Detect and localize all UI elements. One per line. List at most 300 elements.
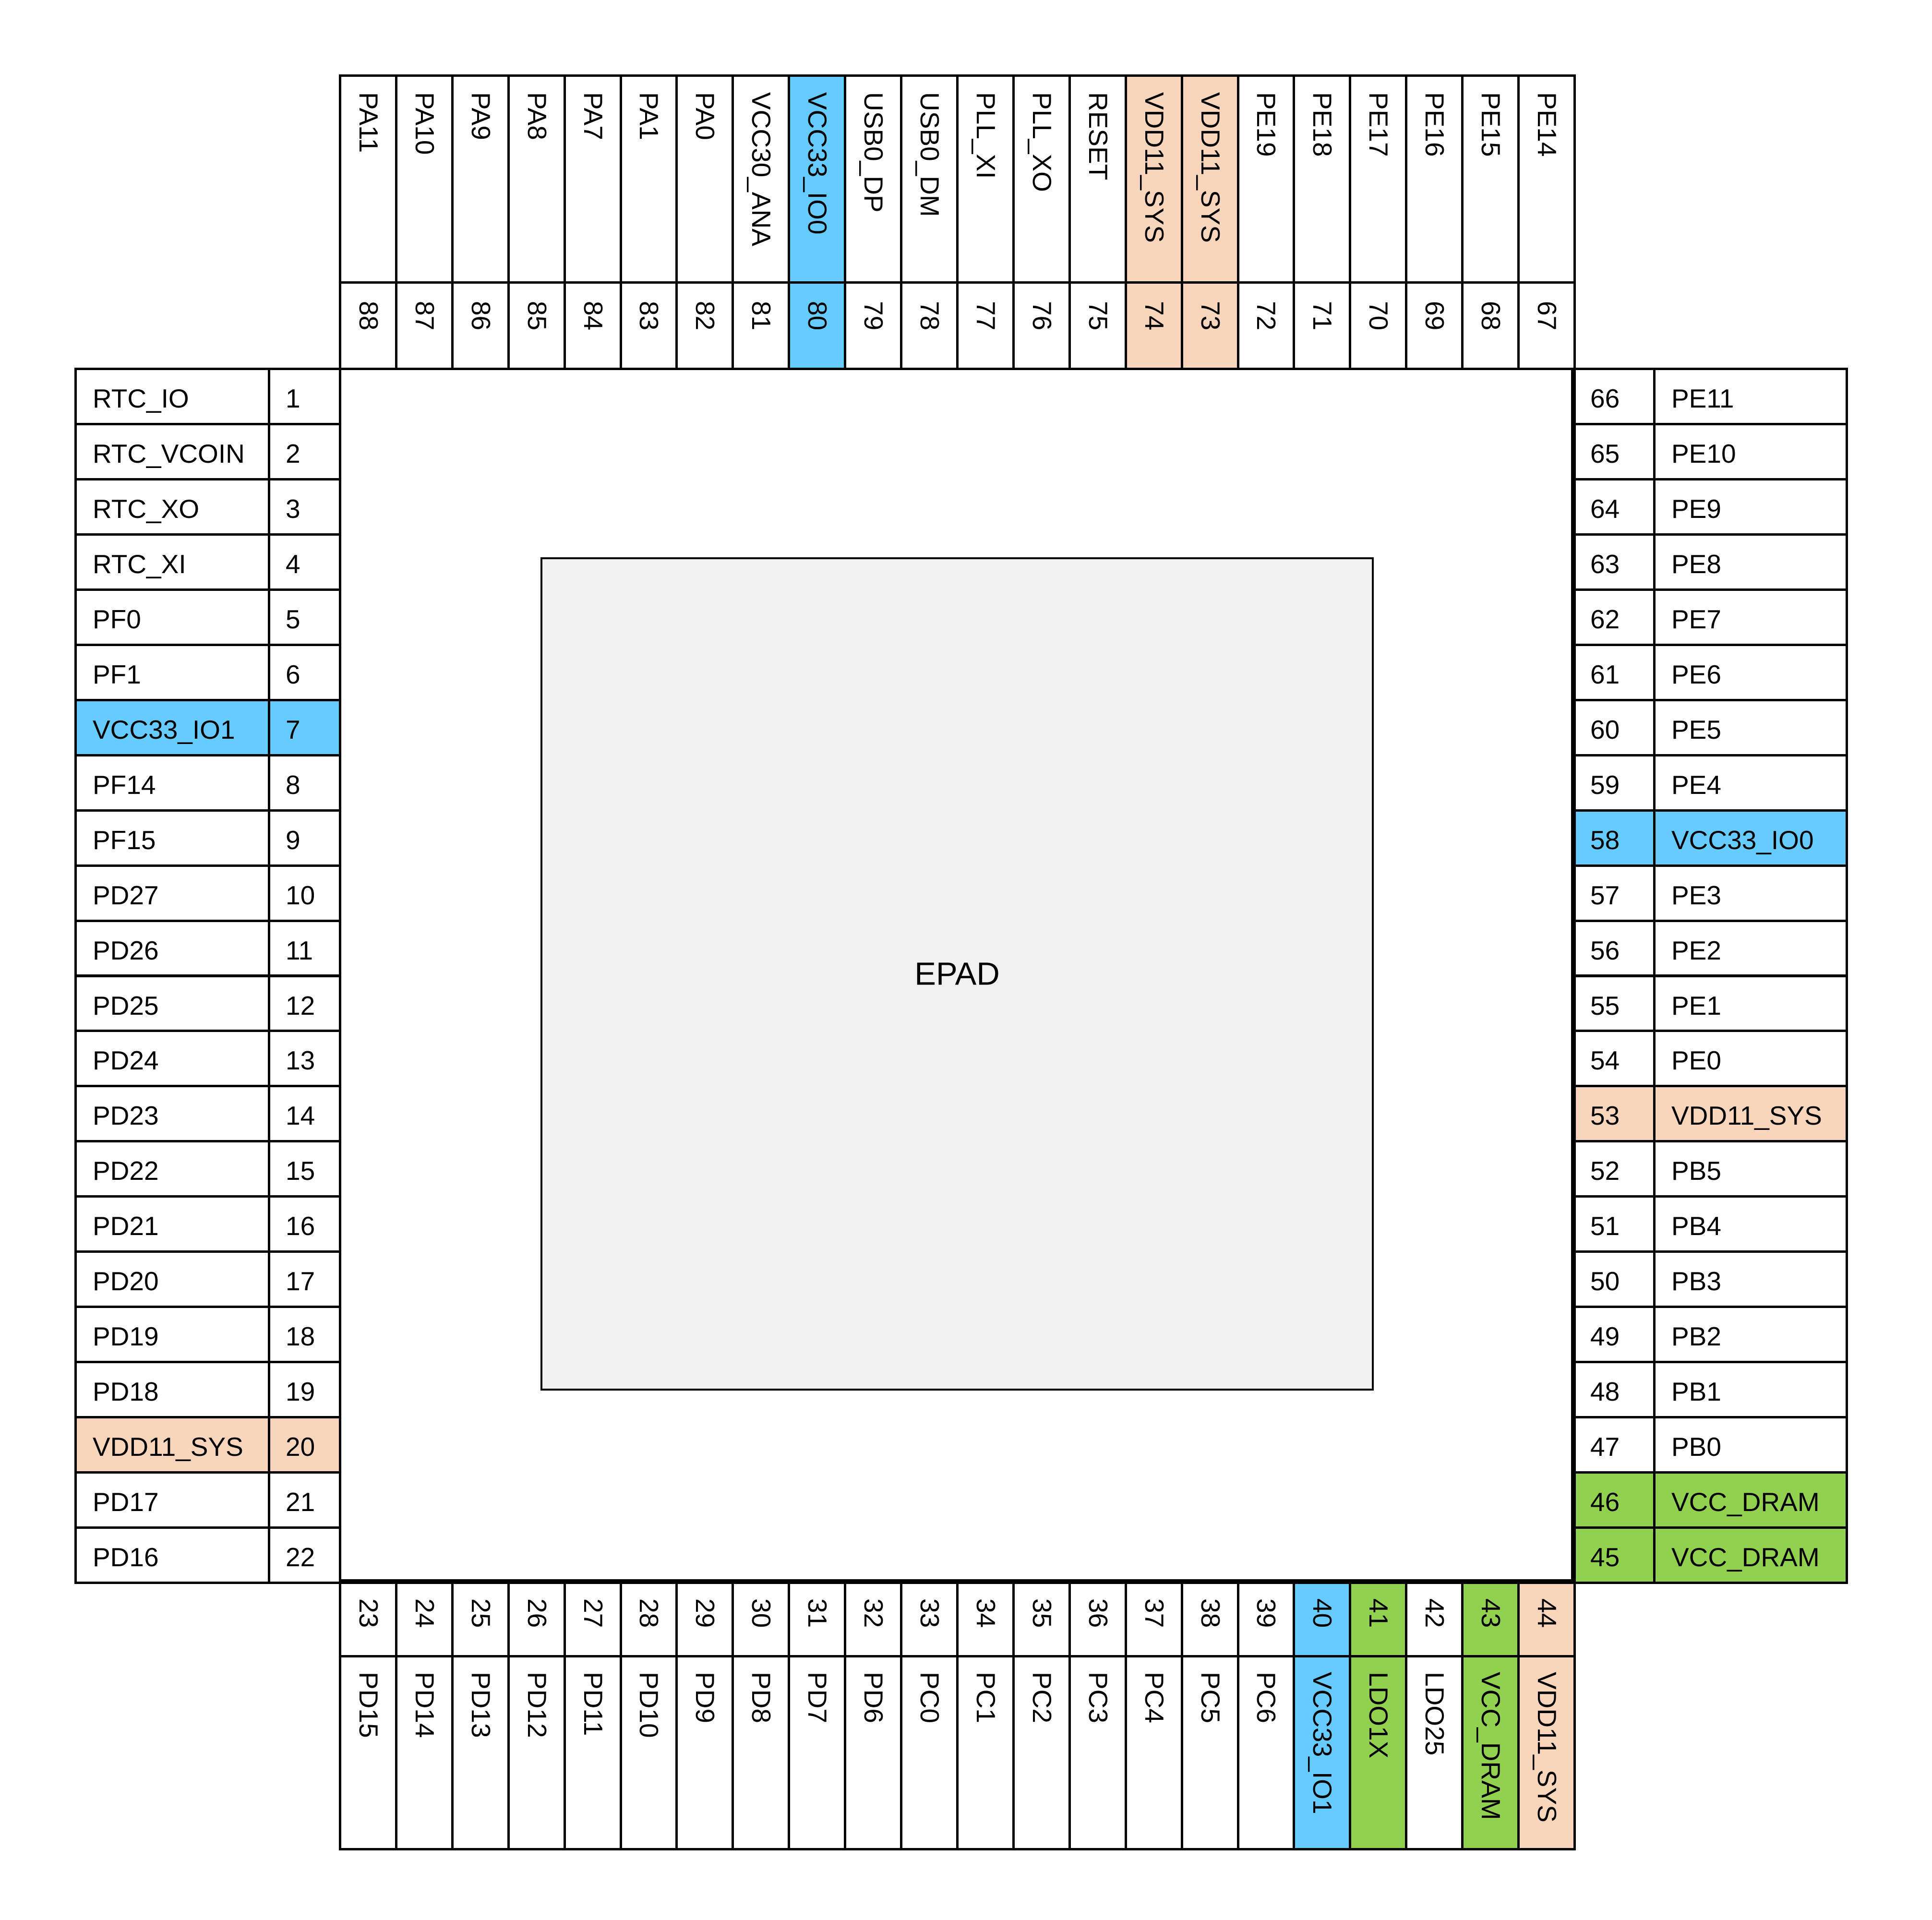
pin-41-number-text: 41 — [1364, 1598, 1394, 1628]
pin-32-number — [844, 1582, 902, 1657]
pin-24-name-text: PD14 — [409, 1672, 440, 1738]
pin-67-name — [1517, 74, 1576, 284]
pin-64-number-text: 64 — [1590, 493, 1620, 524]
pin-52-number — [1573, 1140, 1656, 1198]
pin-12-name-text: PD25 — [93, 990, 159, 1020]
pin-35-name — [1012, 1655, 1071, 1850]
pin-44-name — [1517, 1655, 1576, 1850]
pin-53-number-text: 53 — [1590, 1101, 1620, 1131]
pin-73-number-text: 73 — [1195, 301, 1225, 331]
pin-54-number-text: 54 — [1590, 1045, 1620, 1076]
pin-70-name — [1349, 74, 1407, 284]
pin-70-name-text: PE17 — [1364, 92, 1394, 157]
pin-42-name-text: LDO25 — [1420, 1672, 1450, 1756]
pin-63-name-text: PE8 — [1671, 549, 1721, 579]
pin-26-number-text: 26 — [522, 1598, 552, 1628]
pin-87-name — [395, 74, 454, 284]
pin-1-number — [268, 368, 341, 425]
pin-12-number-text: 12 — [286, 990, 315, 1020]
pin-86-number — [451, 281, 510, 370]
pin-61-number — [1573, 644, 1656, 701]
pin-67-number — [1517, 281, 1576, 370]
pin-58-number-text: 58 — [1590, 825, 1620, 855]
pin-22-name — [74, 1526, 270, 1584]
pin-20-number — [268, 1416, 341, 1474]
pin-22-number — [268, 1526, 341, 1584]
pin-56-name — [1653, 920, 1848, 977]
pin-56-number — [1573, 920, 1656, 977]
pin-66-name — [1653, 368, 1848, 425]
pin-6-name — [74, 644, 270, 701]
pin-26-name-text: PD12 — [522, 1672, 552, 1738]
pin-17-name-text: PD20 — [93, 1266, 159, 1296]
pin-16-name — [74, 1195, 270, 1253]
pin-69-name — [1405, 74, 1464, 284]
pin-65-name — [1653, 423, 1848, 480]
pin-44-name-text: VDD11_SYS — [1532, 1672, 1562, 1823]
pin-76-number — [1012, 281, 1071, 370]
pin-50-name-text: PB3 — [1671, 1266, 1721, 1296]
pin-47-name — [1653, 1416, 1848, 1474]
pin-44-number-text: 44 — [1532, 1598, 1562, 1628]
pin-33-number — [900, 1582, 959, 1657]
pin-46-name-text: VCC_DRAM — [1671, 1487, 1820, 1517]
pin-27-name — [564, 1655, 622, 1850]
pin-75-number-text: 75 — [1083, 301, 1113, 331]
pin-77-number — [956, 281, 1015, 370]
pin-78-name — [900, 74, 959, 284]
pin-30-name-text: PD8 — [746, 1672, 777, 1723]
pin-31-number-text: 31 — [803, 1598, 833, 1628]
pin-58-number — [1573, 809, 1656, 867]
pin-18-number-text: 18 — [286, 1321, 315, 1352]
pin-74-name — [1125, 74, 1183, 284]
pin-33-number-text: 33 — [915, 1598, 945, 1628]
pin-72-number-text: 72 — [1251, 301, 1282, 331]
pin-61-name-text: PE6 — [1671, 659, 1721, 689]
pin-5-number — [268, 588, 341, 646]
pin-4-name-text: RTC_XI — [93, 549, 186, 579]
pin-15-name-text: PD22 — [93, 1156, 159, 1186]
pin-69-number-text: 69 — [1420, 301, 1450, 331]
pin-18-name-text: PD19 — [93, 1321, 159, 1352]
pin-64-number — [1573, 478, 1656, 536]
pin-83-name — [620, 74, 678, 284]
pin-21-number-text: 21 — [286, 1487, 315, 1517]
pin-26-name — [507, 1655, 566, 1850]
pin-75-name — [1068, 74, 1127, 284]
pin-83-number — [620, 281, 678, 370]
pin-23-number-text: 23 — [353, 1598, 384, 1628]
pin-34-number — [956, 1582, 1015, 1657]
pin-5-name-text: PF0 — [93, 604, 141, 634]
pin-72-number — [1237, 281, 1296, 370]
pin-76-number-text: 76 — [1027, 301, 1057, 331]
pin-2-number — [268, 423, 341, 480]
pin-88-number — [339, 281, 397, 370]
pin-3-name — [74, 478, 270, 536]
pin-9-number-text: 9 — [286, 825, 300, 855]
pin-17-number-text: 17 — [286, 1266, 315, 1296]
pin-24-number — [395, 1582, 454, 1657]
pin-56-name-text: PE2 — [1671, 935, 1721, 965]
pin-37-name-text: PC4 — [1139, 1672, 1169, 1723]
pin-53-name — [1653, 1085, 1848, 1142]
pin-65-number-text: 65 — [1590, 438, 1620, 468]
pin-59-name-text: PE4 — [1671, 769, 1721, 800]
pin-7-name — [74, 699, 270, 756]
pin-3-name-text: RTC_XO — [93, 493, 200, 524]
pin-39-name-text: PC6 — [1251, 1672, 1282, 1723]
pin-19-name-text: PD18 — [93, 1377, 159, 1407]
pin-20-name-text: VDD11_SYS — [93, 1432, 243, 1462]
pin-52-name-text: PB5 — [1671, 1156, 1721, 1186]
pin-84-name — [564, 74, 622, 284]
pin-81-name-text: VCC30_ANA — [746, 92, 777, 246]
pin-23-number — [339, 1582, 397, 1657]
pin-76-name-text: PLL_XO — [1027, 92, 1057, 192]
pin-46-number — [1573, 1471, 1656, 1529]
pin-85-number — [507, 281, 566, 370]
pin-74-number-text: 74 — [1139, 301, 1169, 331]
pin-86-name — [451, 74, 510, 284]
pin-7-number — [268, 699, 341, 756]
pin-3-number — [268, 478, 341, 536]
pin-17-number — [268, 1250, 341, 1308]
pin-55-name — [1653, 975, 1848, 1032]
pin-49-number-text: 49 — [1590, 1321, 1620, 1352]
pin-80-number-text: 80 — [803, 301, 833, 331]
pin-28-name — [620, 1655, 678, 1850]
pin-18-number — [268, 1306, 341, 1363]
pin-42-number-text: 42 — [1420, 1598, 1450, 1628]
pin-76-name — [1012, 74, 1071, 284]
pin-24-number-text: 24 — [409, 1598, 440, 1628]
pin-48-number-text: 48 — [1590, 1377, 1620, 1407]
pin-6-name-text: PF1 — [93, 659, 141, 689]
pin-31-name-text: PD7 — [803, 1672, 833, 1723]
pin-43-number — [1461, 1582, 1520, 1657]
pin-77-name — [956, 74, 1015, 284]
pin-13-number-text: 13 — [286, 1045, 315, 1076]
pin-12-number — [268, 975, 341, 1032]
pin-30-number — [732, 1582, 790, 1657]
pin-79-number-text: 79 — [859, 301, 889, 331]
pin-49-name — [1653, 1306, 1848, 1363]
pin-39-number-text: 39 — [1251, 1598, 1282, 1628]
pin-22-number-text: 22 — [286, 1542, 315, 1572]
pin-38-number — [1181, 1582, 1239, 1657]
pin-43-name-text: VCC_DRAM — [1476, 1672, 1506, 1820]
pin-81-number-text: 81 — [746, 301, 777, 331]
pin-40-number-text: 40 — [1308, 1598, 1338, 1628]
pin-53-name-text: VDD11_SYS — [1671, 1101, 1822, 1131]
pin-71-number — [1293, 281, 1351, 370]
pin-2-name — [74, 423, 270, 480]
pin-42-number — [1405, 1582, 1464, 1657]
pin-25-number-text: 25 — [466, 1598, 496, 1628]
pin-20-number-text: 20 — [286, 1432, 315, 1462]
pin-27-number-text: 27 — [578, 1598, 608, 1628]
pin-46-name — [1653, 1471, 1848, 1529]
pin-7-name-text: VCC33_IO1 — [93, 714, 235, 744]
pin-8-name — [74, 754, 270, 812]
pin-4-number-text: 4 — [286, 549, 300, 579]
pin-31-name — [788, 1655, 846, 1850]
pin-32-name — [844, 1655, 902, 1850]
pin-67-number-text: 67 — [1532, 301, 1562, 331]
pin-66-number-text: 66 — [1590, 384, 1620, 413]
pin-85-name-text: PA8 — [522, 92, 552, 140]
pin-47-number — [1573, 1416, 1656, 1474]
pin-16-number-text: 16 — [286, 1211, 315, 1241]
pin-54-name-text: PE0 — [1671, 1045, 1721, 1076]
pin-18-name — [74, 1306, 270, 1363]
pin-83-name-text: PA1 — [634, 92, 664, 140]
pin-4-number — [268, 533, 341, 591]
pin-86-number-text: 86 — [466, 301, 496, 331]
pin-12-name — [74, 975, 270, 1032]
pin-70-number-text: 70 — [1364, 301, 1394, 331]
pin-1-number-text: 1 — [286, 384, 300, 413]
pin-15-name — [74, 1140, 270, 1198]
pin-29-name — [675, 1655, 734, 1850]
pin-87-number-text: 87 — [409, 301, 440, 331]
pin-2-name-text: RTC_VCOIN — [93, 438, 245, 468]
pin-3-number-text: 3 — [286, 493, 300, 524]
pin-48-name-text: PB1 — [1671, 1377, 1721, 1407]
pin-78-number — [900, 281, 959, 370]
pin-85-number-text: 85 — [522, 301, 552, 331]
pin-73-name-text: VDD11_SYS — [1195, 92, 1225, 243]
pin-10-number-text: 10 — [286, 880, 315, 910]
pin-11-number — [268, 920, 341, 977]
pin-55-number-text: 55 — [1590, 990, 1620, 1020]
pin-29-number-text: 29 — [690, 1598, 720, 1628]
pin-55-number — [1573, 975, 1656, 1032]
pin-57-name-text: PE3 — [1671, 880, 1721, 910]
pin-66-name-text: PE11 — [1671, 384, 1734, 413]
pin-37-name — [1125, 1655, 1183, 1850]
pin-30-name — [732, 1655, 790, 1850]
pin-79-number — [844, 281, 902, 370]
pin-36-number — [1068, 1582, 1127, 1657]
pin-74-number — [1125, 281, 1183, 370]
pin-32-name-text: PD6 — [859, 1672, 889, 1723]
pin-29-name-text: PD9 — [690, 1672, 720, 1723]
pin-68-number-text: 68 — [1476, 301, 1506, 331]
pin-64-name-text: PE9 — [1671, 493, 1721, 524]
pin-8-name-text: PF14 — [93, 769, 156, 800]
pin-61-name — [1653, 644, 1848, 701]
pin-84-name-text: PA7 — [578, 92, 608, 140]
pin-69-name-text: PE16 — [1420, 92, 1450, 157]
pin-9-name-text: PF15 — [93, 825, 156, 855]
pin-30-number-text: 30 — [746, 1598, 777, 1628]
pin-27-name-text: PD11 — [578, 1672, 608, 1736]
pin-49-number — [1573, 1306, 1656, 1363]
pin-10-name — [74, 864, 270, 922]
pin-57-number — [1573, 864, 1656, 922]
pin-34-name-text: PC1 — [971, 1672, 1001, 1723]
pin-71-name — [1293, 74, 1351, 284]
pin-27-number — [564, 1582, 622, 1657]
pin-7-number-text: 7 — [286, 714, 300, 744]
pin-6-number — [268, 644, 341, 701]
pin-14-name-text: PD23 — [93, 1101, 159, 1131]
pin-77-number-text: 77 — [971, 301, 1001, 331]
pin-36-name — [1068, 1655, 1127, 1850]
pin-80-number — [788, 281, 846, 370]
pin-54-number — [1573, 1030, 1656, 1087]
pin-85-name — [507, 74, 566, 284]
pin-13-number — [268, 1030, 341, 1087]
pin-58-name — [1653, 809, 1848, 867]
pin-22-name-text: PD16 — [93, 1542, 159, 1572]
pin-43-name — [1461, 1655, 1520, 1850]
pin-36-name-text: PC3 — [1083, 1672, 1113, 1723]
pin-54-name — [1653, 1030, 1848, 1087]
pin-63-name — [1653, 533, 1848, 591]
pin-57-name — [1653, 864, 1848, 922]
pin-88-name — [339, 74, 397, 284]
pin-74-name-text: VDD11_SYS — [1139, 92, 1169, 243]
pin-1-name-text: RTC_IO — [93, 384, 189, 413]
pin-14-name — [74, 1085, 270, 1142]
pin-20-name — [74, 1416, 270, 1474]
pin-73-name — [1181, 74, 1239, 284]
pin-1-name — [74, 368, 270, 425]
pin-34-name — [956, 1655, 1015, 1850]
pin-23-name — [339, 1655, 397, 1850]
pin-37-number-text: 37 — [1139, 1598, 1169, 1628]
pin-84-number — [564, 281, 622, 370]
pin-82-name-text: PA0 — [690, 92, 720, 140]
pin-70-number — [1349, 281, 1407, 370]
pin-13-name-text: PD24 — [93, 1045, 159, 1076]
pin-64-name — [1653, 478, 1848, 536]
pin-59-number — [1573, 754, 1656, 812]
pin-44-number — [1517, 1582, 1576, 1657]
pin-33-name-text: PC0 — [915, 1672, 945, 1723]
pin-11-name — [74, 920, 270, 977]
pin-10-number — [268, 864, 341, 922]
pin-34-number-text: 34 — [971, 1598, 1001, 1628]
pin-88-number-text: 88 — [353, 301, 384, 331]
pin-19-name — [74, 1361, 270, 1418]
pin-25-name-text: PD13 — [466, 1672, 496, 1738]
pin-60-number-text: 60 — [1590, 714, 1620, 744]
pin-52-name — [1653, 1140, 1848, 1198]
pin-60-name — [1653, 699, 1848, 756]
pin-60-name-text: PE5 — [1671, 714, 1721, 744]
pin-63-number-text: 63 — [1590, 549, 1620, 579]
pin-52-number-text: 52 — [1590, 1156, 1620, 1186]
pin-50-number — [1573, 1250, 1656, 1308]
pin-47-number-text: 47 — [1590, 1432, 1620, 1462]
pin-65-number — [1573, 423, 1656, 480]
pin-47-name-text: PB0 — [1671, 1432, 1721, 1462]
pin-6-number-text: 6 — [286, 659, 300, 689]
pin-28-number — [620, 1582, 678, 1657]
pin-71-number-text: 71 — [1308, 301, 1338, 331]
pin-41-name-text: LDO1X — [1364, 1672, 1394, 1759]
pin-59-name — [1653, 754, 1848, 812]
pin-68-name-text: PE15 — [1476, 92, 1506, 157]
pin-28-number-text: 28 — [634, 1598, 664, 1628]
pin-8-number — [268, 754, 341, 812]
pin-38-number-text: 38 — [1195, 1598, 1225, 1628]
pin-73-number — [1181, 281, 1239, 370]
pin-51-name-text: PB4 — [1671, 1211, 1721, 1241]
pin-78-number-text: 78 — [915, 301, 945, 331]
pin-78-name-text: USB0_DM — [915, 92, 945, 217]
pin-42-name — [1405, 1655, 1464, 1850]
pin-72-name — [1237, 74, 1296, 284]
pin-51-name — [1653, 1195, 1848, 1253]
pin-48-number — [1573, 1361, 1656, 1418]
pin-40-name-text: VCC33_IO1 — [1308, 1672, 1338, 1814]
pin-9-name — [74, 809, 270, 867]
pin-21-name — [74, 1471, 270, 1529]
pin-15-number — [268, 1140, 341, 1198]
pin-25-number — [451, 1582, 510, 1657]
epad-label: EPAD — [914, 956, 1000, 992]
pin-65-name-text: PE10 — [1671, 438, 1736, 468]
pin-14-number-text: 14 — [286, 1101, 315, 1131]
pin-37-number — [1125, 1582, 1183, 1657]
pin-15-number-text: 15 — [286, 1156, 315, 1186]
pin-46-number-text: 46 — [1590, 1487, 1620, 1517]
pin-31-number — [788, 1582, 846, 1657]
pin-45-number — [1573, 1526, 1656, 1584]
pin-53-number — [1573, 1085, 1656, 1142]
pin-26-number — [507, 1582, 566, 1657]
pin-50-number-text: 50 — [1590, 1266, 1620, 1296]
pin-45-name — [1653, 1526, 1848, 1584]
pin-69-number — [1405, 281, 1464, 370]
pin-57-number-text: 57 — [1590, 880, 1620, 910]
pin-55-name-text: PE1 — [1671, 990, 1721, 1020]
pin-10-name-text: PD27 — [93, 880, 159, 910]
pin-77-name-text: PLL_XI — [971, 92, 1001, 179]
pin-82-number — [675, 281, 734, 370]
pin-45-number-text: 45 — [1590, 1542, 1620, 1572]
pin-51-number — [1573, 1195, 1656, 1253]
pin-68-number — [1461, 281, 1520, 370]
pin-28-name-text: PD10 — [634, 1672, 664, 1738]
pin-35-number-text: 35 — [1027, 1598, 1057, 1628]
pin-21-name-text: PD17 — [93, 1487, 159, 1517]
pin-62-name — [1653, 588, 1848, 646]
pin-61-number-text: 61 — [1590, 659, 1620, 689]
pin-50-name — [1653, 1250, 1848, 1308]
pin-87-number — [395, 281, 454, 370]
pin-63-number — [1573, 533, 1656, 591]
pin-32-number-text: 32 — [859, 1598, 889, 1628]
pin-62-name-text: PE7 — [1671, 604, 1721, 634]
pin-35-name-text: PC2 — [1027, 1672, 1057, 1723]
pin-79-name — [844, 74, 902, 284]
pin-24-name — [395, 1655, 454, 1850]
pin-72-name-text: PE19 — [1251, 92, 1282, 157]
pin-9-number — [268, 809, 341, 867]
pin-45-name-text: VCC_DRAM — [1671, 1542, 1820, 1572]
pin-13-name — [74, 1030, 270, 1087]
pin-19-number-text: 19 — [286, 1377, 315, 1407]
pin-88-name-text: PA11 — [353, 92, 384, 153]
pin-41-number — [1349, 1582, 1407, 1657]
